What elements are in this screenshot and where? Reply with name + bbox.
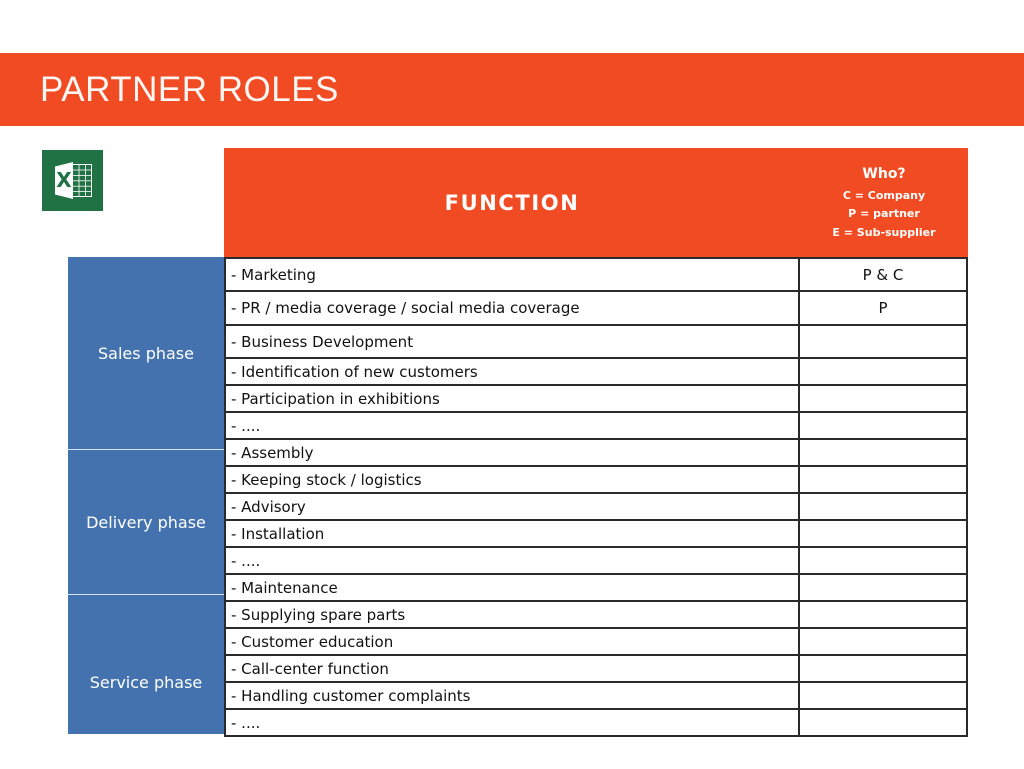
function-cell[interactable]: - PR / media coverage / social media coverage <box>224 292 800 324</box>
table-row <box>224 548 968 575</box>
matrix-header <box>224 148 968 257</box>
phase-column <box>68 257 224 734</box>
function-cell[interactable]: - Handling customer complaints <box>224 683 800 708</box>
table-row <box>224 467 968 494</box>
who-cell[interactable] <box>800 359 968 384</box>
table-row <box>224 710 968 737</box>
svg-text:X: X <box>56 168 72 192</box>
who-cell[interactable] <box>800 386 968 411</box>
phase-cell-service: Service phase <box>89 672 203 692</box>
table-row <box>224 413 968 440</box>
function-cell[interactable]: - Call-center function <box>224 656 800 681</box>
table-row <box>224 629 968 656</box>
who-cell[interactable] <box>800 413 968 438</box>
who-cell[interactable]: P <box>800 292 968 324</box>
table-row <box>224 521 968 548</box>
who-legend-sub-supplier: E = Sub-supplier <box>832 225 936 239</box>
function-cell[interactable]: - Marketing <box>224 259 800 290</box>
who-header-label: Who? <box>862 166 906 183</box>
function-cell[interactable]: - Identification of new customers <box>224 359 800 384</box>
table-row <box>224 359 968 386</box>
function-cell[interactable]: - Supplying spare parts <box>224 602 800 627</box>
who-cell[interactable] <box>800 683 968 708</box>
slide-title-bar <box>0 53 1024 126</box>
function-cell[interactable]: - Business Development <box>224 326 800 357</box>
who-cell[interactable] <box>800 521 968 546</box>
function-cell[interactable]: - Assembly <box>224 440 800 465</box>
function-cell[interactable]: - Installation <box>224 521 800 546</box>
who-cell[interactable] <box>800 710 968 735</box>
table-row <box>224 440 968 467</box>
function-cell[interactable]: - Advisory <box>224 494 800 519</box>
table-row <box>224 575 968 602</box>
who-column-header <box>800 148 968 257</box>
function-cell[interactable]: - .... <box>224 548 800 573</box>
partner-roles-matrix <box>68 148 968 734</box>
table-row <box>224 386 968 413</box>
table-row <box>224 326 968 359</box>
who-legend-partner: P = partner <box>848 207 920 221</box>
function-cell[interactable]: - .... <box>224 413 800 438</box>
function-cell[interactable]: - Maintenance <box>224 575 800 600</box>
who-cell[interactable] <box>800 548 968 573</box>
function-cell[interactable]: - Keeping stock / logistics <box>224 467 800 492</box>
table-row <box>224 683 968 710</box>
who-legend-company: C = Company <box>842 189 926 203</box>
who-cell[interactable] <box>800 494 968 519</box>
table-row <box>224 494 968 521</box>
who-cell[interactable] <box>800 440 968 465</box>
table-row <box>224 656 968 683</box>
function-cell[interactable]: - .... <box>224 710 800 735</box>
who-cell[interactable] <box>800 602 968 627</box>
who-cell[interactable] <box>800 629 968 654</box>
table-row <box>224 602 968 629</box>
table-row <box>224 259 968 292</box>
phase-cell-sales: Sales phase <box>68 257 224 450</box>
function-cell[interactable]: - Customer education <box>224 629 800 654</box>
matrix-rows <box>224 257 968 737</box>
who-cell[interactable] <box>800 656 968 681</box>
who-cell[interactable] <box>800 326 968 357</box>
page-title: PARTNER ROLES <box>40 69 339 109</box>
who-cell[interactable]: P & C <box>800 259 968 290</box>
who-cell[interactable] <box>800 575 968 600</box>
who-cell[interactable] <box>800 467 968 492</box>
function-column-header: FUNCTION <box>444 190 580 215</box>
function-cell[interactable]: - Participation in exhibitions <box>224 386 800 411</box>
phase-cell-delivery: Delivery phase <box>68 450 224 595</box>
table-row <box>224 292 968 326</box>
